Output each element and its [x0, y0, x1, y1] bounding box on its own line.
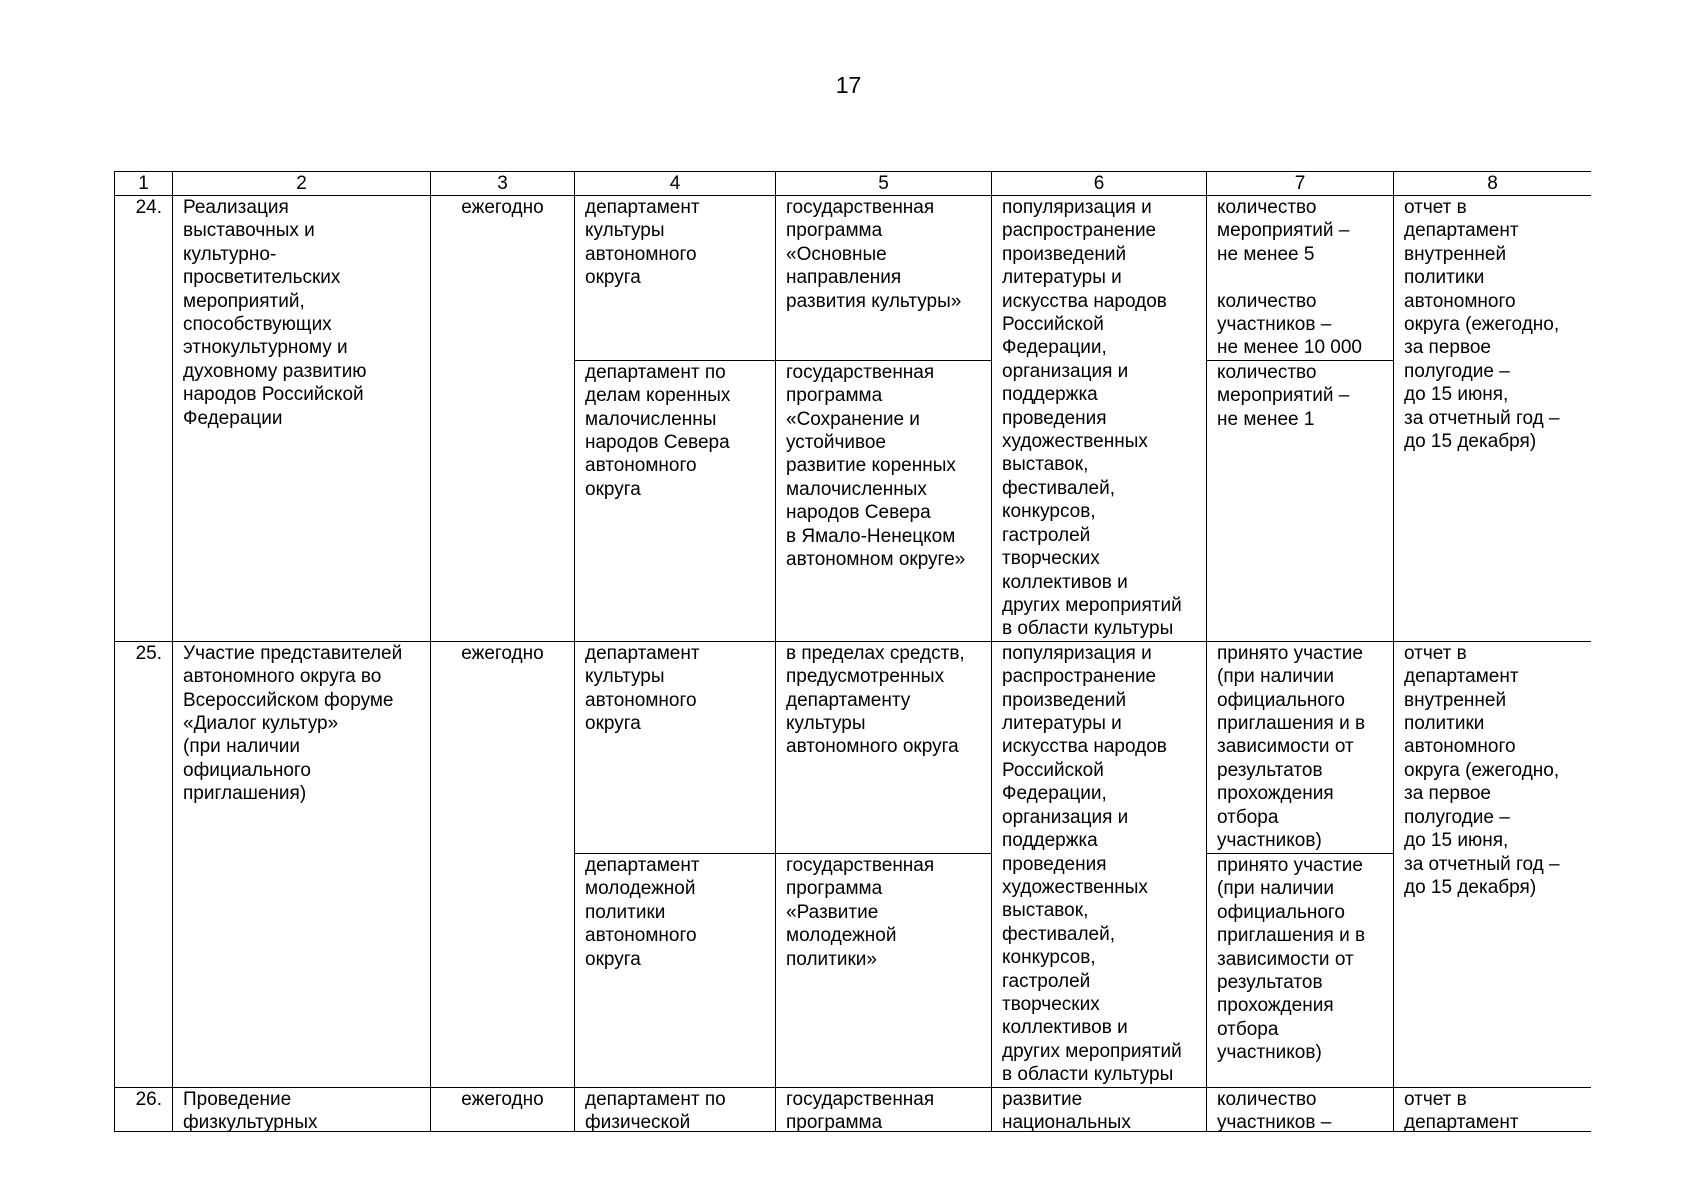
- funding-program: государственная программа «Сохранение и устойчивое развитие коренных малочисленных народов Севера в Ямало-Ненецком автономном округе»: [776, 360, 992, 641]
- report-form: отчет в департамент внутренней политики автономного округа (ежегодно, за первое полугодие – до 15 июня, за отчетный год – до 15 декабря): [1394, 641, 1592, 1087]
- header-cell-2: 2: [173, 172, 431, 196]
- report-form: отчет в департамент: [1394, 1087, 1592, 1132]
- executor: департамент по физической: [575, 1087, 776, 1132]
- table-row-24: [115, 196, 1592, 361]
- header-cell-8: 8: [1394, 172, 1592, 196]
- page-number: 17: [835, 72, 862, 98]
- event-name: Реализация выставочных и культурно- просветительских мероприятий, способствующих этнокультурному и духовному развитию народов Российской Федерации: [173, 196, 431, 642]
- funding-program: в пределах средств, предусмотренных департаменту культуры автономного округа: [776, 641, 992, 853]
- plan-table: [114, 171, 1591, 1132]
- header-cell-5: 5: [776, 172, 992, 196]
- executor: департамент молодежной политики автономного округа: [575, 854, 776, 1088]
- executor: департамент по делам коренных малочисленны народов Севера автономного округа: [575, 360, 776, 641]
- row-number: 25.: [115, 641, 173, 1087]
- plan-table-container: [114, 171, 1591, 1132]
- table-row-25: [115, 641, 1592, 853]
- indicator: количество мероприятий – не менее 1: [1207, 360, 1394, 641]
- indicator: принято участие (при наличии официального приглашения и в зависимости от результатов прохождения отбора участников): [1207, 641, 1394, 853]
- header-cell-6: 6: [992, 172, 1207, 196]
- header-cell-3: 3: [431, 172, 575, 196]
- funding-program: государственная программа «Развитие молодежной политики»: [776, 854, 992, 1088]
- indicator: количество участников –: [1207, 1087, 1394, 1132]
- report-form: отчет в департамент внутренней политики автономного округа (ежегодно, за первое полугодие – до 15 июня, за отчетный год – до 15 декабря): [1394, 196, 1592, 642]
- event-term: ежегодно: [431, 1087, 575, 1132]
- event-name: Проведение физкультурных: [173, 1087, 431, 1132]
- event-term: ежегодно: [431, 196, 575, 642]
- expected-result: популяризация и распространение произведений литературы и искусства народов Российской Федерации, организация и поддержка проведения художественных выставок, фестивалей, конкурсов, гастролей творческих коллективов и других мероприятий в области культуры: [992, 641, 1207, 1087]
- header-cell-4: 4: [575, 172, 776, 196]
- event-term: ежегодно: [431, 641, 575, 1087]
- event-name: Участие представителей автономного округа во Всероссийском форуме «Диалог культур» (при наличии официального приглашения): [173, 641, 431, 1087]
- executor: департамент культуры автономного округа: [575, 641, 776, 853]
- indicator: количество мероприятий – не менее 5 количество участников – не менее 10 000: [1207, 196, 1394, 361]
- executor: департамент культуры автономного округа: [575, 196, 776, 361]
- header-cell-7: 7: [1207, 172, 1394, 196]
- row-number: 26.: [115, 1087, 173, 1132]
- funding-program: государственная программа: [776, 1087, 992, 1132]
- row-number: 24.: [115, 196, 173, 642]
- funding-program: государственная программа «Основные направления развития культуры»: [776, 196, 992, 361]
- expected-result: популяризация и распространение произведений литературы и искусства народов Российской Федерации, организация и поддержка проведения художественных выставок, фестивалей, конкурсов, гастролей творческих коллективов и других мероприятий в области культуры: [992, 196, 1207, 642]
- header-cell-1: 1: [115, 172, 173, 196]
- header-row: [115, 172, 1592, 196]
- table-row-26: [115, 1087, 1592, 1132]
- expected-result: развитие национальных: [992, 1087, 1207, 1132]
- indicator: принято участие (при наличии официального приглашения и в зависимости от результатов прохождения отбора участников): [1207, 854, 1394, 1088]
